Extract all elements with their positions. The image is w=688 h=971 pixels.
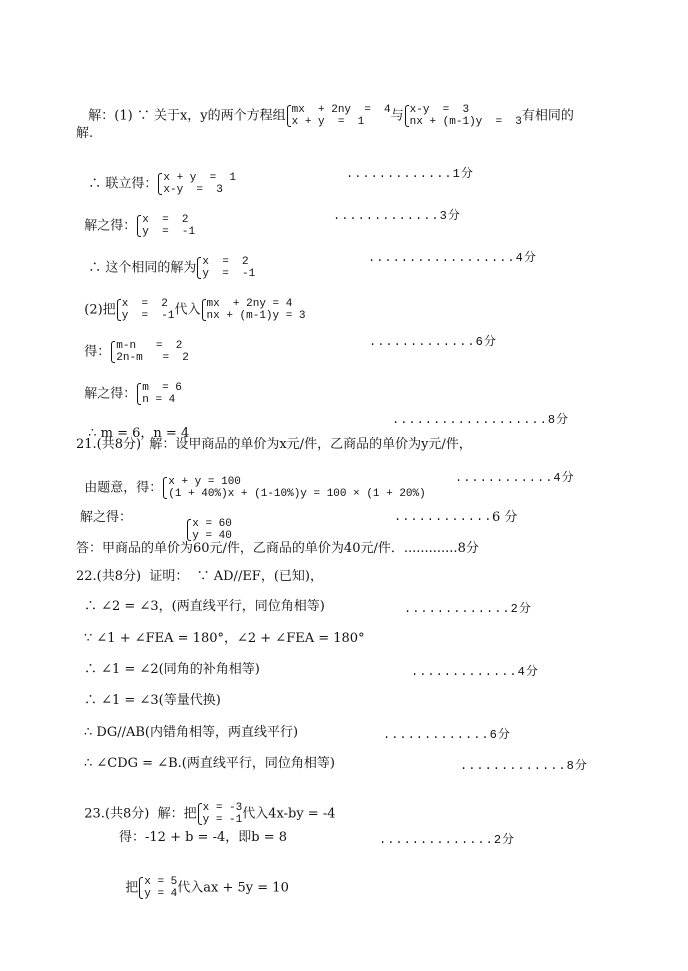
equation-system: mx + 2ny = 4 x + y = 1 xyxy=(286,104,391,128)
score-leader: .............1分 xyxy=(346,167,474,181)
solution-step: 解之得： x = 2 y = -1 xyxy=(84,214,196,238)
equation-system: x = 60 y = 40 xyxy=(186,518,232,542)
text: 解：(1) ∵ 关于x，y的两个方程组 xyxy=(88,108,286,124)
equation-system: x + y = 1 x-y = 3 xyxy=(157,172,236,196)
q20-part1-intro xyxy=(80,88,574,128)
solution-step: ∴ 联立得： x + y = 1 x-y = 3 xyxy=(88,172,237,196)
score-leader: .............3分 xyxy=(333,209,461,223)
solution-label: 解之得： xyxy=(80,510,133,525)
q21-answer: 答：甲商品的单价为60元/件，乙商品的单价为40元/件．.............8分 xyxy=(76,541,479,556)
equation-system: x = 2 y = -1 xyxy=(196,256,255,280)
score-leader: .............8分 xyxy=(460,759,588,773)
score-leader: .............6分 xyxy=(383,728,511,742)
score: 6 分 xyxy=(492,510,518,525)
score-leader: .............6分 xyxy=(369,335,497,349)
equation-system: x = 2 y = -1 xyxy=(136,214,195,238)
proof-step: ∴ ∠1 = ∠3(等量代换) xyxy=(84,693,221,708)
score-leader: ...................8分 xyxy=(392,413,570,427)
q22-heading: 22.(共8分) 证明： ∵ AD//EF，(已知)， xyxy=(76,569,323,584)
score-leader: ..................4分 xyxy=(368,251,537,265)
solution-step: 解之得： m = 6 n = 4 xyxy=(84,382,182,406)
solution-step: ∴ m = 6，n = 4 xyxy=(88,426,190,441)
solution-step: 由题意，得： x + y = 100 (1 + 40%)x + (1-10%)y = 100 × (1 + 20%) xyxy=(84,476,426,500)
equation-system: x + y = 100 (1 + 40%)x + (1-10%)y = 100 × (1 + 20%) xyxy=(162,476,425,500)
equation-system: x = -3 y = -1 xyxy=(197,802,243,826)
text: 与 xyxy=(390,108,404,124)
equation-system: x = 2 y = -1 xyxy=(116,298,175,322)
solution-step xyxy=(178,502,232,542)
solution-step: 把 x = 5 y = 4 代入ax + 5y = 10 xyxy=(125,876,289,900)
score-leader: .............4分 xyxy=(411,665,539,679)
equation-system: x = 5 y = 4 xyxy=(138,876,177,900)
equation-system: x-y = 3 nx + (m-1)y = 3 xyxy=(404,104,522,128)
text-line: 解. xyxy=(76,126,94,141)
equation-system: m-n = 2 2n-m = 2 xyxy=(110,340,189,364)
proof-step: ∴ DG//AB(内错角相等，两直线平行) xyxy=(84,725,299,740)
text: 有相同的 xyxy=(521,108,574,124)
q21-heading: 21.(共8分) 解：设甲商品的单价为x元/件，乙商品的单价为y元/件， xyxy=(76,437,472,452)
solution-step: (2)把 x = 2 y = -1 代入 mx + 2ny = 4 nx + (m-1)y = 3 xyxy=(84,298,306,322)
score-leader: ............4分 xyxy=(455,471,575,485)
score-leader: .............2分 xyxy=(404,602,532,616)
proof-step: ∵ ∠1 + ∠FEA = 180°，∠2 + ∠FEA = 180° xyxy=(84,631,365,646)
score-leader: ............ xyxy=(394,510,493,524)
equation-system: m = 6 n = 4 xyxy=(136,382,182,406)
solution-step: ∴ 这个相同的解为 x = 2 y = -1 xyxy=(88,256,256,280)
q23-heading: 23.(共8分) 解：把 x = -3 y = -1 代入4x-by = -4 xyxy=(84,802,336,826)
equation-system: mx + 2ny = 4 nx + (m-1)y = 3 xyxy=(201,298,306,322)
score-leader: ..............2分 xyxy=(379,833,516,847)
proof-step: ∴ ∠1 = ∠2(同角的补角相等) xyxy=(84,662,260,677)
solution-step: 得：-12 + b = -4，即b = 8 xyxy=(119,830,287,845)
proof-step: ∴ ∠CDG = ∠B.(两直线平行，同位角相等) xyxy=(84,756,335,771)
solution-step: 得： m-n = 2 2n-m = 2 xyxy=(84,340,189,364)
proof-step: ∴ ∠2 = ∠3，(两直线平行，同位角相等) xyxy=(84,599,325,614)
